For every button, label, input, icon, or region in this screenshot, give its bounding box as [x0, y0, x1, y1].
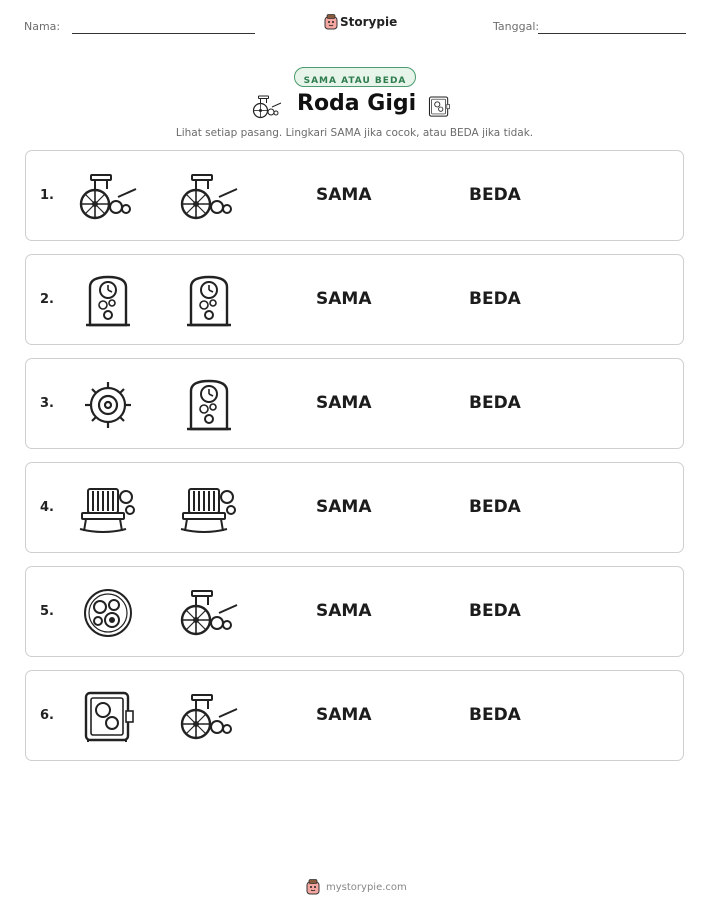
cart-icon: [250, 94, 284, 120]
gear-icon: [78, 379, 138, 431]
loom-icon: [78, 483, 138, 535]
different-option[interactable]: BEDA: [469, 497, 521, 517]
header: [24, 14, 686, 38]
same-option[interactable]: SAMA: [316, 289, 372, 309]
item-card-3: [25, 358, 684, 449]
item-number: 3.: [40, 396, 54, 411]
cart-icon: [179, 691, 239, 743]
item-4-left-picture: [78, 483, 138, 535]
item-number: 6.: [40, 708, 54, 723]
item-2-left-picture: [78, 275, 138, 327]
different-option[interactable]: BEDA: [469, 705, 521, 725]
item-3-left-picture: [78, 379, 138, 431]
storypie-mascot-icon: [306, 879, 320, 895]
item-card-2: [25, 254, 684, 345]
different-option[interactable]: BEDA: [469, 185, 521, 205]
mechanism-icon: [78, 587, 138, 639]
same-option[interactable]: SAMA: [316, 497, 372, 517]
item-number: 1.: [40, 188, 54, 203]
different-option[interactable]: BEDA: [469, 393, 521, 413]
footer-url[interactable]: mystorypie.com: [326, 882, 407, 893]
date-line[interactable]: [538, 33, 686, 34]
item-4-right-picture: [179, 483, 239, 535]
item-1-right-picture: [179, 171, 239, 223]
different-option[interactable]: BEDA: [469, 601, 521, 621]
safe-icon: [426, 93, 452, 121]
same-option[interactable]: SAMA: [316, 393, 372, 413]
same-option[interactable]: SAMA: [316, 601, 372, 621]
item-2-right-picture: [179, 275, 239, 327]
item-6-left-picture: [78, 691, 138, 743]
badge-text: SAMA ATAU BEDA: [303, 76, 407, 86]
name-label: Nama:: [24, 20, 61, 33]
date-label: Tanggal:: [493, 20, 540, 33]
storypie-mascot-icon: [324, 14, 338, 30]
item-5-left-picture: [78, 587, 138, 639]
item-number: 4.: [40, 500, 54, 515]
page-title: Roda Gigi: [297, 91, 417, 116]
brand-name: Storypie: [340, 15, 398, 29]
footer: [306, 879, 406, 897]
safe-icon: [78, 691, 138, 743]
item-card-4: [25, 462, 684, 553]
item-card-5: [25, 566, 684, 657]
item-6-right-picture: [179, 691, 239, 743]
cart-icon: [78, 171, 138, 223]
clock-icon: [78, 275, 138, 327]
different-option[interactable]: BEDA: [469, 289, 521, 309]
clock-icon: [179, 379, 239, 431]
name-line[interactable]: [72, 33, 255, 34]
instructions: Lihat setiap pasang. Lingkari SAMA jika cocok, atau BEDA jika tidak.: [175, 127, 534, 139]
cart-icon: [179, 587, 239, 639]
worksheet-type-badge: [294, 67, 416, 87]
brand-logo: [324, 14, 398, 34]
item-card-1: [25, 150, 684, 241]
item-number: 5.: [40, 604, 54, 619]
item-1-left-picture: [78, 171, 138, 223]
title-block: [250, 91, 460, 123]
item-3-right-picture: [179, 379, 239, 431]
cart-icon: [179, 171, 239, 223]
same-option[interactable]: SAMA: [316, 185, 372, 205]
item-card-6: [25, 670, 684, 761]
clock-icon: [179, 275, 239, 327]
same-option[interactable]: SAMA: [316, 705, 372, 725]
item-number: 2.: [40, 292, 54, 307]
item-5-right-picture: [179, 587, 239, 639]
loom-icon: [179, 483, 239, 535]
